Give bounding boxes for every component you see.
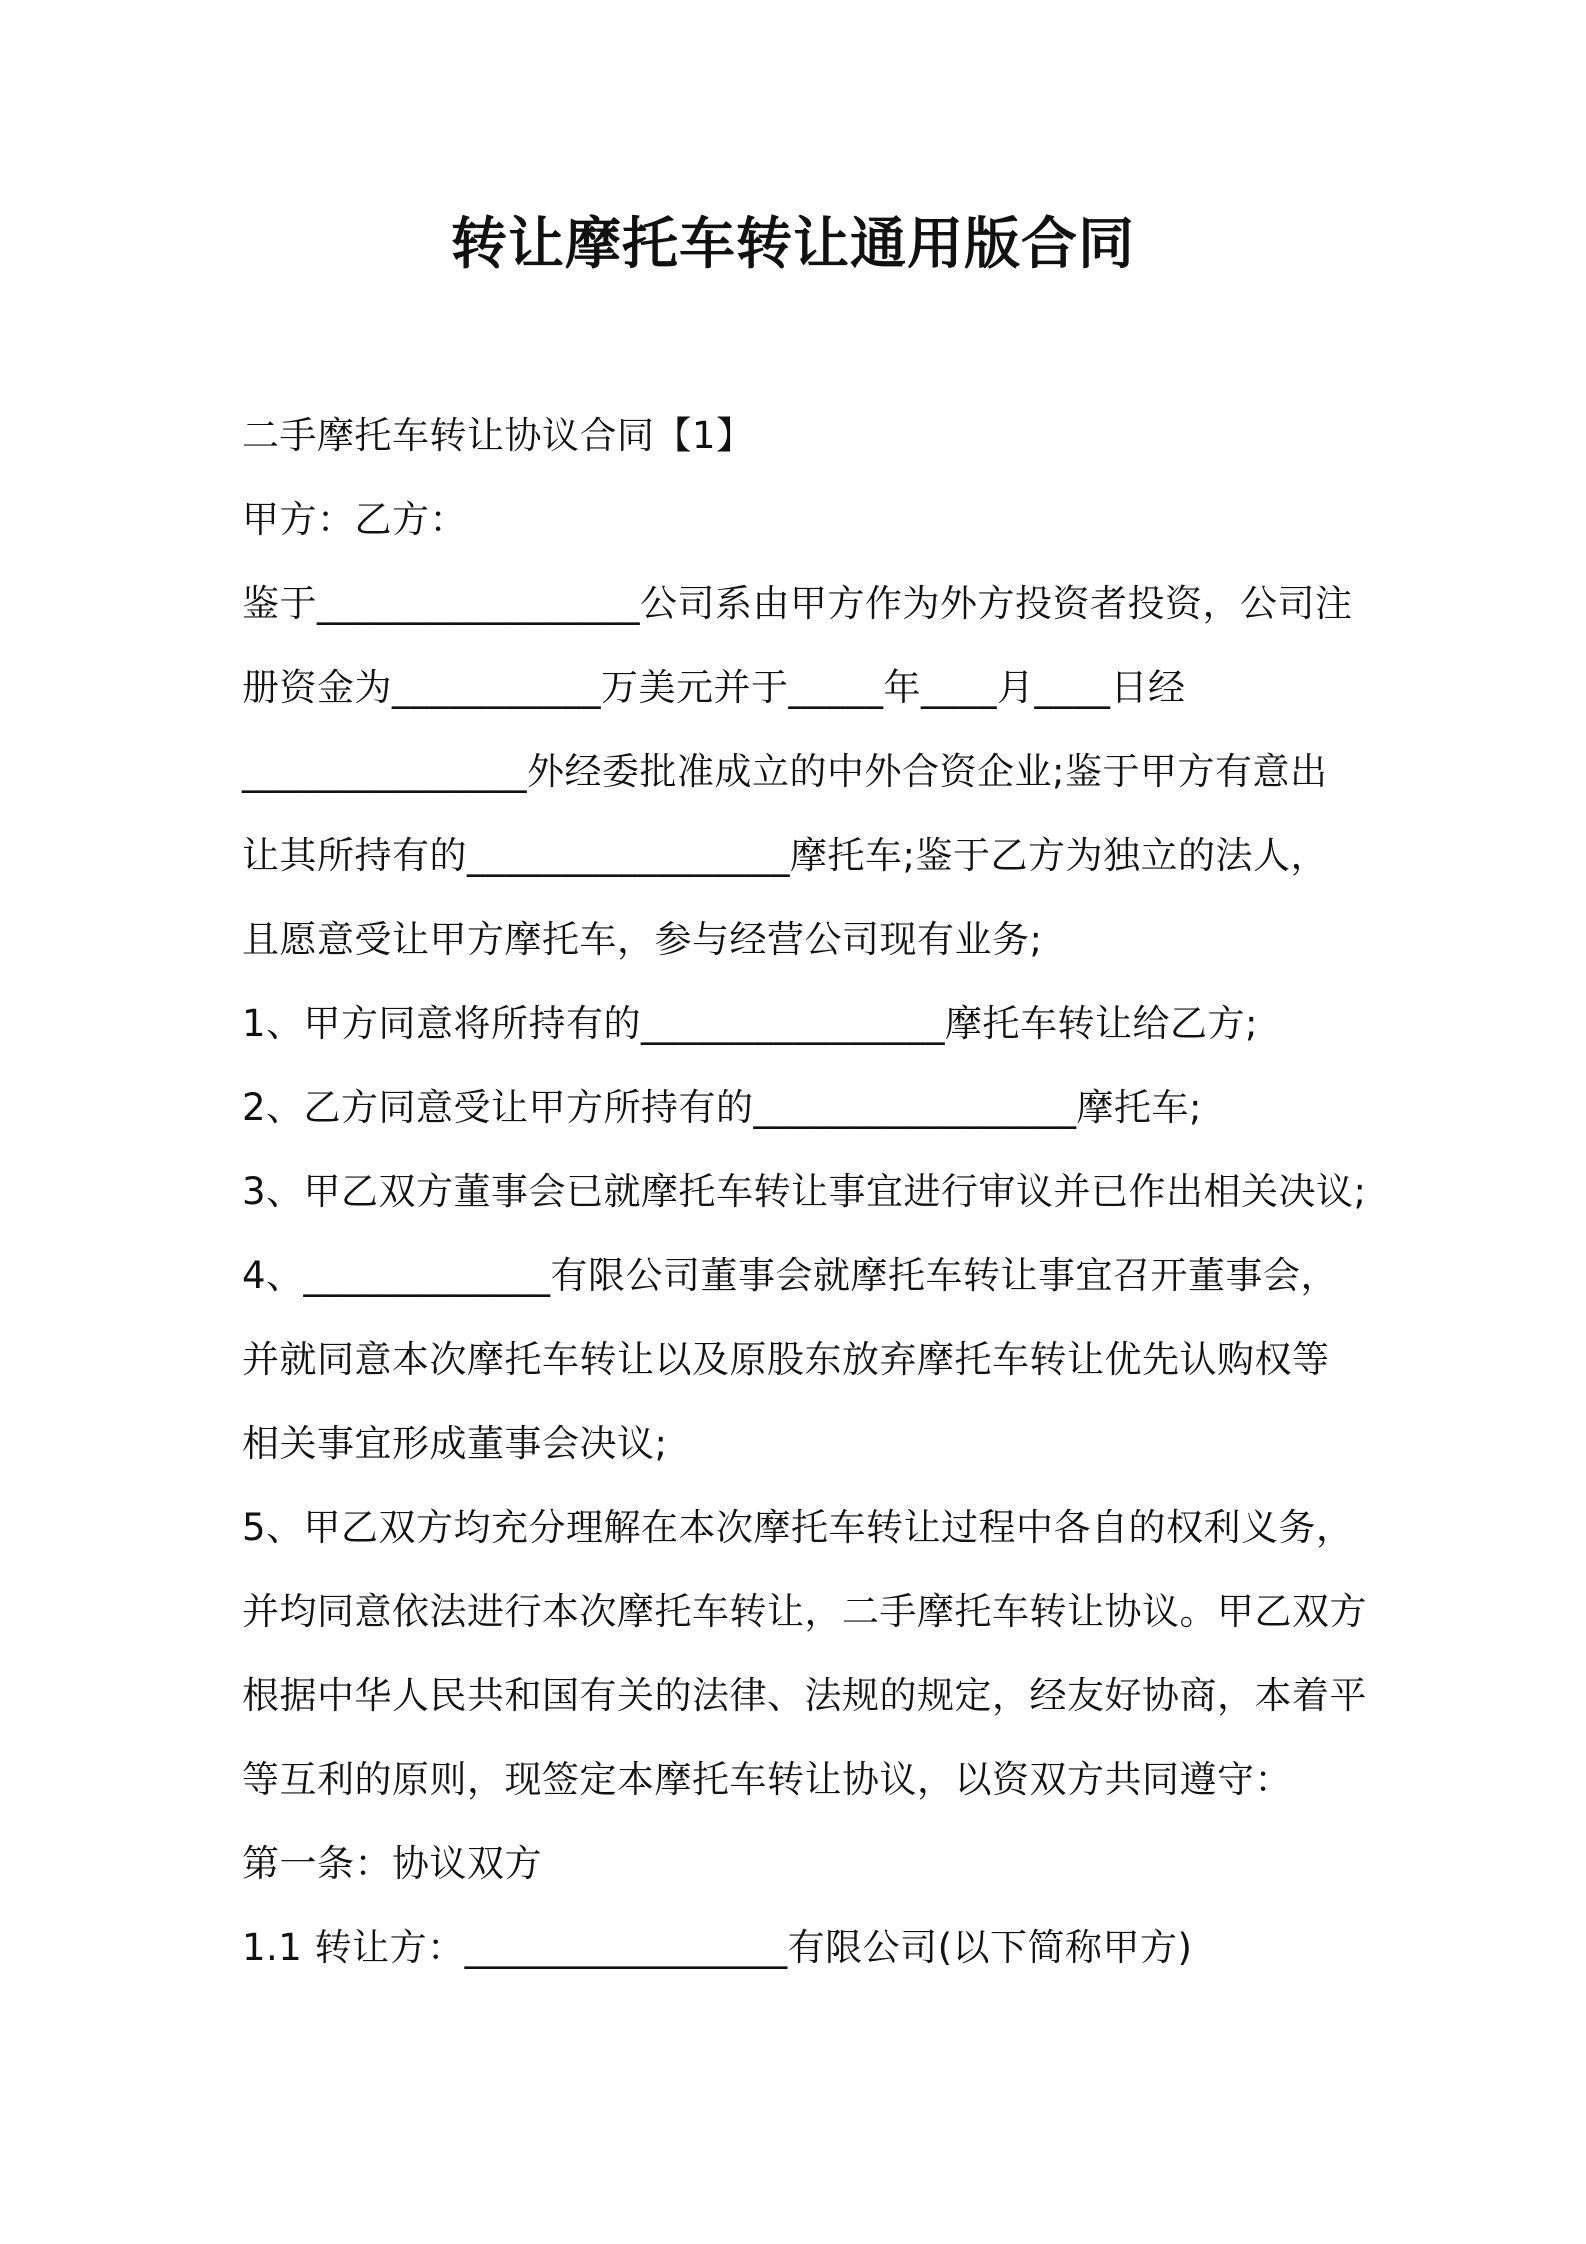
clause-line: 4、_____________有限公司董事会就摩托车转让事宜召开董事会， — [242, 1254, 1339, 1297]
party-line: 甲方：乙方： — [242, 498, 467, 541]
body-line: 相关事宜形成董事会决议; — [242, 1422, 668, 1465]
body-line: 并就同意本次摩托车转让以及原股东放弃摩托车转让优先认购权等 — [242, 1338, 1330, 1381]
article-heading: 第一条：协议双方 — [242, 1842, 542, 1885]
body-line: 册资金为___________万美元并于_____年____月____日经 — [242, 666, 1186, 709]
body-line: 等互利的原则，现签定本摩托车转让协议，以资双方共同遵守： — [242, 1758, 1292, 1801]
section-heading: 二手摩托车转让协议合同【1】 — [242, 414, 754, 457]
document-title: 转让摩托车转让通用版合同 — [451, 212, 1135, 277]
body-line: 并均同意依法进行本次摩托车转让，二手摩托车转让协议。甲乙双方 — [242, 1590, 1367, 1633]
body-line: 鉴于_________________公司系由甲方作为外方投资者投资，公司注 — [242, 582, 1353, 625]
body-line: 且愿意受让甲方摩托车，参与经营公司现有业务; — [242, 918, 1043, 961]
clause-line: 5、甲乙双方均充分理解在本次摩托车转让过程中各自的权利义务， — [242, 1506, 1354, 1549]
body-line: 根据中华人民共和国有关的法律、法规的规定，经友好协商，本着平 — [242, 1674, 1367, 1717]
clause-line: 1、甲方同意将所持有的________________摩托车转让给乙方; — [242, 1002, 1259, 1045]
body-line: _______________外经委批准成立的中外合资企业;鉴于甲方有意出 — [242, 750, 1328, 793]
article-item: 1.1 转让方：_________________有限公司(以下简称甲方) — [242, 1926, 1193, 1969]
body-line: 让其所持有的_________________摩托车;鉴于乙方为独立的法人， — [242, 834, 1328, 877]
clause-line: 2、乙方同意受让甲方所持有的_________________摩托车; — [242, 1086, 1203, 1129]
clause-line: 3、甲乙双方董事会已就摩托车转让事宜进行审议并已作出相关决议; — [242, 1170, 1367, 1213]
